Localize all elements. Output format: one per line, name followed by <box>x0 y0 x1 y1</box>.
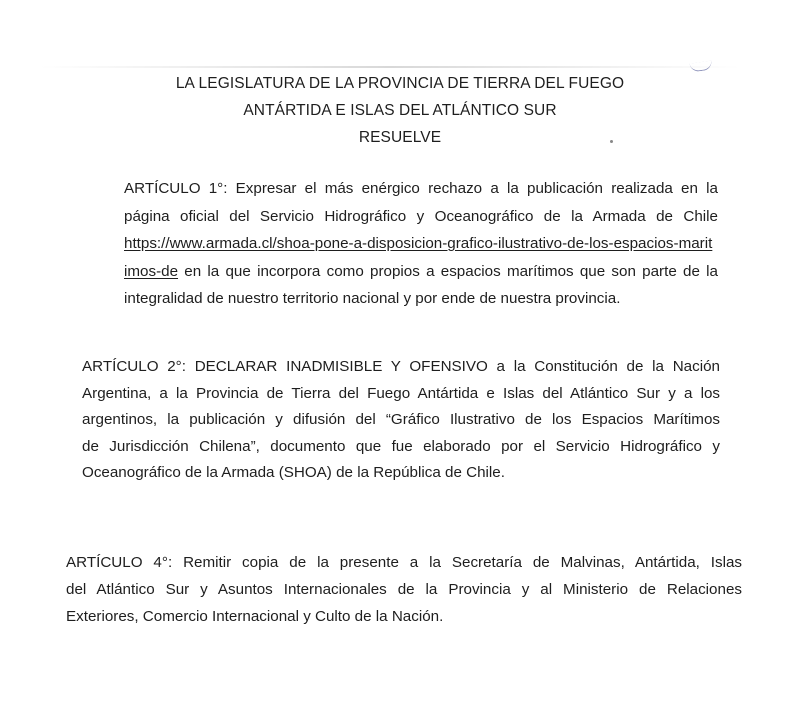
articulo-2-line-2: Argentina, a la Provincia de Tierra del Fuego Antártida e Islas del Atlántico Sur y a los <box>82 384 720 402</box>
articulo-1 <box>124 175 718 313</box>
articulo-2-line-3: argentinos, la publicación y difusión del “Gráfico Ilustrativo de los Espacios Marítimos <box>82 411 720 428</box>
articulo-4-line-2: del Atlántico Sur y Asuntos Internacionales de la Provincia y al Ministerio de Relaciones <box>66 581 742 598</box>
articulo-1-line-3 <box>124 230 718 258</box>
articulo-1-line-5: integralidad de nuestro territorio nacional y por ende de nuestra provincia. <box>124 290 621 307</box>
articulo-4-line-3: Exteriores, Comercio Internacional y Culto de la Nación. <box>66 608 444 625</box>
articulo-1-line-4-text: en la que incorpora como propios a espacios marítimos que son parte de la <box>178 262 718 280</box>
shoa-link-part-2[interactable]: imos-de <box>124 262 179 280</box>
heading-resuelve: RESUELVE <box>358 129 442 146</box>
articulo-4 <box>66 549 742 630</box>
articulo-1-line-1: ARTÍCULO 1°: Expresar el más enérgico rechazo a la publicación realizada en la <box>124 180 718 197</box>
articulo-2-line-5: Oceanográfico de la Armada (SHOA) de la República de Chile. <box>82 464 505 481</box>
articulo-2 <box>82 354 720 487</box>
articulo-1-line-2: página oficial del Servicio Hidrográfico y Oceanográfico de la Armada de Chile <box>124 207 718 225</box>
shoa-link-part-1[interactable]: https://www.armada.cl/shoa-pone-a-disposicion-grafico-ilustrativo-de-los-espacios-marit <box>124 235 713 252</box>
pen-mark <box>689 61 712 73</box>
articulo-4-line-1: ARTÍCULO 4°: Remitir copia de la presente a la Secretaría de Malvinas, Antártida, Islas <box>66 554 742 571</box>
articulo-2-line-1: ARTÍCULO 2°: DECLARAR INADMISIBLE Y OFENSIVO a la Constitución de la Nación <box>82 358 720 375</box>
heading-legislatura: LA LEGISLATURA DE LA PROVINCIA DE TIERRA DEL FUEGO <box>175 75 625 92</box>
articulo-2-line-4: de Jurisdicción Chilena”, documento que fue elaborado por el Servicio Hidrográfico y <box>82 437 720 455</box>
heading-province: ANTÁRTIDA E ISLAS DEL ATLÁNTICO SUR <box>243 102 557 119</box>
articulo-1-line-4 <box>124 258 718 286</box>
page-top-edge <box>40 66 740 68</box>
